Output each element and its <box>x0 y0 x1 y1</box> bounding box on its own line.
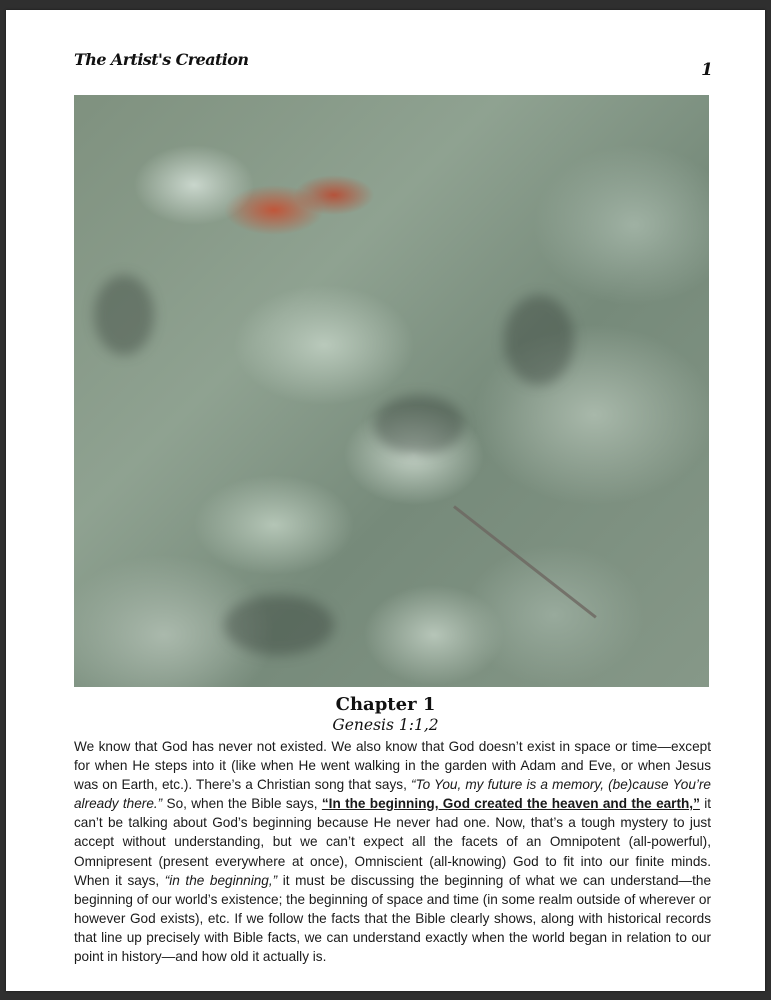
scripture-quote: “In the beginning, God created the heaven and the earth,” <box>321 796 700 812</box>
body-text-segment: it must be discussing the beginning of what we can understand—the beginning of our world’s existence; the beginning of space and time (in some realm outside of wherever or however God exists), etc. If we follow the facts that the Bible clearly shows, along with historical records that line up precisely with Bible facts, we can understand exactly when the world began in relation to our point in history—and how old it actually is. <box>74 872 711 965</box>
photo-shadow <box>94 275 154 355</box>
chapter-title: Chapter 1 <box>335 694 436 715</box>
running-header-title: The Artist's Creation <box>74 50 249 69</box>
body-text-segment: it can’t be talking about God’s beginning because He never had one. Now, that’s a tough mystery to just accept without understanding, but we can’t expect all the facets of an Omnipotent (all-powerful), Omnipresent (present everywhere at once), Omniscient (all-knowing) God to fit into our finite minds. When it says, <box>74 796 712 888</box>
body-text-segment: We know that God has never not existed. We also know that God doesn’t exist in space or time—except for when He steps into it (like when He went walking in the garden with Adam and Eve, or when Jesus was on Earth, etc.). There’s a Christian song that says, <box>74 739 711 793</box>
body-paragraph <box>74 737 711 966</box>
photo-stem <box>453 505 597 618</box>
body-text-segment: So, when the Bible says, <box>162 796 322 812</box>
song-quote: “To You, my future is a memory, (be)cause You’re already there.” <box>74 777 711 812</box>
inline-quote: “in the beginning,” <box>164 872 278 888</box>
photo-shadow <box>374 395 464 455</box>
chapter-subtitle: Genesis 1:1,2 <box>332 716 439 734</box>
photo-shadow <box>504 295 574 385</box>
photo-shadow <box>224 595 334 655</box>
page-number: 1 <box>701 60 713 80</box>
succulent-photo <box>74 95 709 687</box>
document-page <box>6 10 765 991</box>
